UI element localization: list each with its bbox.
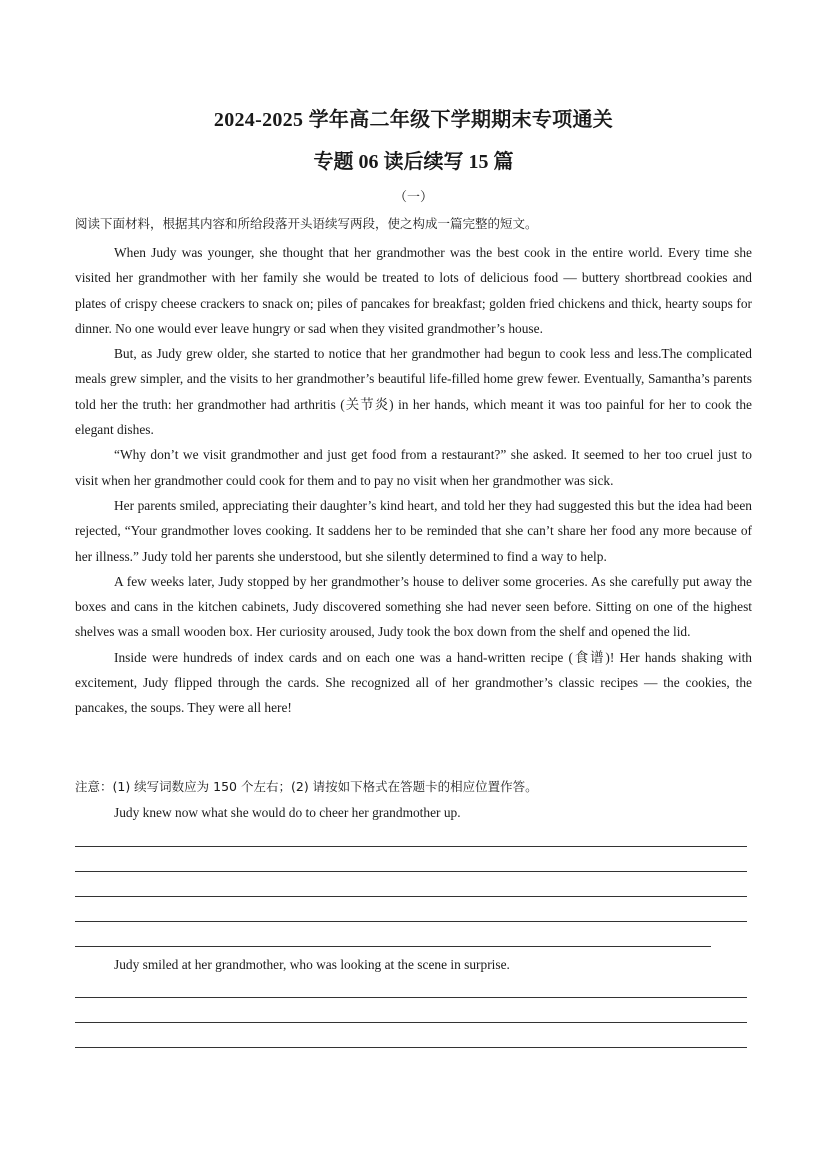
- continuation-cue-2: Judy smiled at her grandmother, who was looking at the scene in surprise.: [114, 957, 510, 972]
- passage-paragraph: A few weeks later, Judy stopped by her grandmother’s house to deliver some groceries. As she carefully put away the boxes and cans in the kitchen cabinets, Judy discovered something she had never seen before. Sitting on one of the highest shelves was a small wooden box. Her curiosity aroused, Judy took the box down from the shelf and opened the lid.: [75, 573, 752, 640]
- reading-passage: [75, 240, 752, 721]
- note-text: 注意：(1) 续写词数应为 150 个左右；(2) 请按如下格式在答题卡的相应位置作答。: [75, 779, 538, 794]
- passage-paragraph: But, as Judy grew older, she started to notice that her grandmother had begun to cook less and less.The complicated meals grew simpler, and the visits to her grandmother’s beautiful life-filled home grew fewer. Eventually, Samantha’s parents told her the truth: her grandmother had arthritis (关节炎) in her hands, which meant it was too painful for her to cook the elegant dishes.: [75, 346, 752, 438]
- writing-line: [75, 946, 711, 947]
- writing-line: [75, 896, 747, 897]
- passage-paragraph: Inside were hundreds of index cards and on each one was a hand-written recipe (食谱)! Her hands shaking with excitement, Judy flipped through the cards. She recognized all of her grandmother’s classic recipes — the cookies, the pancakes, the soups. They were all here!: [75, 649, 752, 716]
- writing-line: [75, 871, 747, 872]
- passage-paragraph: When Judy was younger, she thought that her grandmother was the best cook in the entire world. Every time she visited her grandmother with her family she would be treated to lots of delicious food — buttery shortbread cookies and plates of crispy cheese crackers to snack on; piles of pancakes for breakfast; golden fried chickens and thick, hearty soups for dinner. No one would ever leave hungry or sad when they visited grandmother’s house.: [75, 245, 752, 336]
- passage-paragraph: “Why don’t we visit grandmother and just get food from a restaurant?” she asked. It seemed to her too cruel just to visit when her grandmother could cook for them and to pay no visit when her grandmother was sick.: [75, 447, 752, 488]
- writing-line: [75, 1047, 747, 1048]
- passage-paragraph: Her parents smiled, appreciating their daughter’s kind heart, and told her they had suggested this but the idea had been rejected, “Your grandmother loves cooking. It saddens her to be reminded that she can’t share her food any more because of her illness.” Judy told her parents she understood, but she silently determined to find a way to help.: [75, 497, 752, 564]
- writing-line: [75, 921, 747, 922]
- page-subtitle: 专题 06 读后续写 15 篇: [313, 151, 514, 173]
- page-title: 2024-2025 学年高二年级下学期期末专项通关: [213, 109, 614, 131]
- continuation-cue-1: Judy knew now what she would do to cheer her grandmother up.: [114, 805, 461, 820]
- writing-line: [75, 997, 747, 998]
- writing-line: [75, 1022, 747, 1023]
- section-number: （一）: [393, 189, 433, 204]
- instruction-text: 阅读下面材料，根据其内容和所给段落开头语续写两段，使之构成一篇完整的短文。: [75, 216, 538, 231]
- writing-line: [75, 846, 747, 847]
